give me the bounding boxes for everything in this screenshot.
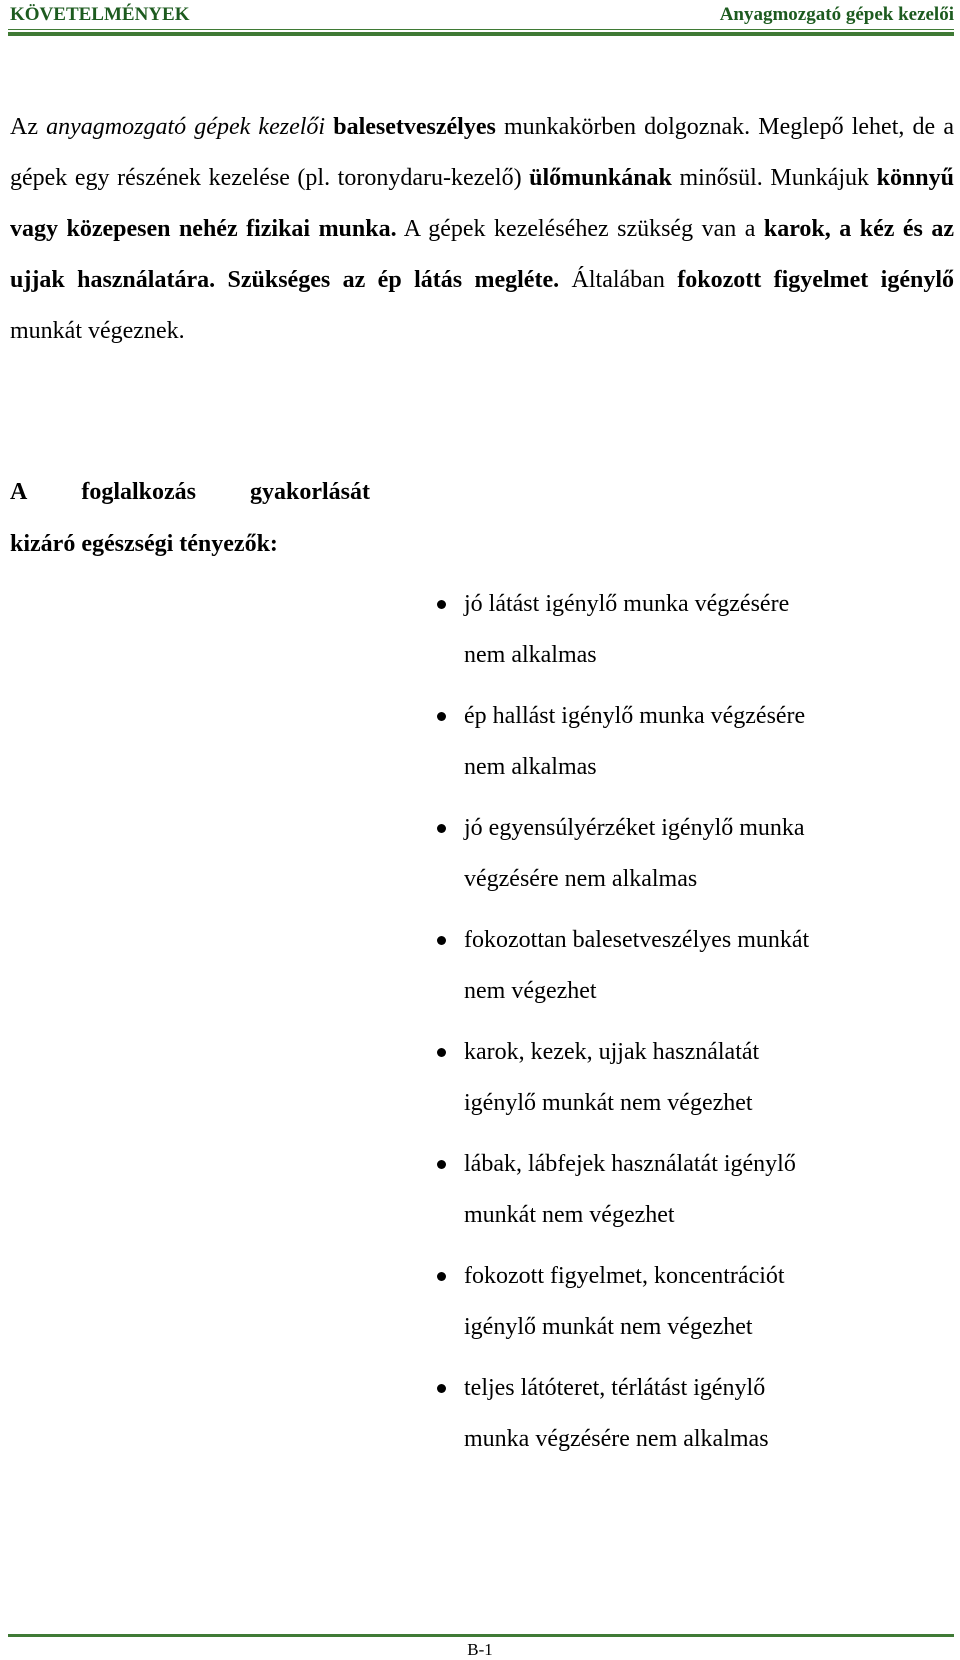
list-item-line-2: nem alkalmas	[464, 642, 597, 668]
bullet-icon	[437, 1384, 446, 1393]
intro-text: munkát végeznek.	[10, 318, 185, 344]
header-rule-thin	[8, 29, 954, 30]
intro-italic-job-title: anyagmozgató gépek kezelői	[46, 114, 326, 140]
exclusion-heading	[10, 466, 370, 570]
intro-bold-seated-work: ülőmunkának	[529, 165, 672, 191]
list-item-line-2: nem végezhet	[464, 978, 597, 1004]
intro-paragraph	[10, 102, 954, 357]
heading-line-2: kizáró egészségi tényezők:	[10, 531, 278, 557]
header-rule-thick	[8, 32, 954, 36]
bullet-icon	[437, 1272, 446, 1281]
bullet-icon	[437, 1048, 446, 1057]
header-document-title: Anyagmozgató gépek kezelői	[719, 4, 954, 25]
heading-word: gyakorlását	[249, 479, 370, 505]
list-item-line-1: ép hallást igénylő munka végzésére	[464, 703, 806, 729]
exclusion-list	[450, 579, 930, 1475]
heading-word: A	[10, 479, 28, 505]
intro-bold-requirements: karok, a kéz és az ujjak használatára. Szükséges az ép látás megléte.	[10, 216, 954, 293]
intro-text: minősül. Munkájuk	[671, 165, 877, 191]
header-section-title: KÖVETELMÉNYEK	[10, 4, 190, 25]
intro-text: Általában	[559, 267, 678, 293]
list-item-line-2: munka végzésére nem alkalmas	[464, 1426, 769, 1452]
list-item-line-2: igénylő munkát nem végezhet	[464, 1314, 753, 1340]
list-item	[450, 579, 930, 691]
bullet-icon	[437, 824, 446, 833]
list-item	[450, 1251, 930, 1363]
list-item	[450, 803, 930, 915]
list-item-line-1: fokozottan balesetveszélyes munkát	[464, 927, 810, 953]
intro-bold-physical-work: könnyű vagy közepesen nehéz fizikai munka.	[10, 165, 954, 242]
bullet-icon	[437, 600, 446, 609]
intro-bold-hazard: balesetveszélyes	[333, 114, 496, 140]
list-item-line-1: jó látást igénylő munka végzésére	[464, 591, 790, 617]
bullet-icon	[437, 936, 446, 945]
list-item-line-1: karok, kezek, ujjak használatát	[464, 1039, 760, 1065]
list-item-line-1: fokozott figyelmet, koncentrációt	[464, 1263, 785, 1289]
page-number: B-1	[467, 1640, 493, 1659]
footer-rule	[8, 1634, 954, 1637]
page-header	[10, 4, 954, 30]
intro-text: munkakörben dolgoznak. Meglepő lehet, de a gépek egy részének kezelése (pl. toronydaru-kezelő)	[10, 114, 955, 191]
intro-text: Az	[10, 114, 47, 140]
intro-bold-attention: fokozott figyelmet igénylő	[677, 267, 954, 293]
list-item-line-2: igénylő munkát nem végezhet	[464, 1090, 753, 1116]
list-item	[450, 691, 930, 803]
list-item	[450, 1027, 930, 1139]
list-item-line-2: munkát nem végezhet	[464, 1202, 675, 1228]
list-item-line-1: teljes látóteret, térlátást igénylő	[464, 1375, 766, 1401]
list-item-line-1: lábak, lábfejek használatát igénylő	[464, 1151, 796, 1177]
intro-space	[325, 114, 333, 140]
list-item	[450, 1139, 930, 1251]
bullet-icon	[437, 712, 446, 721]
list-item	[450, 1363, 930, 1475]
list-item-line-2: nem alkalmas	[464, 754, 597, 780]
intro-text: A gépek kezeléséhez szükség van a	[396, 216, 764, 242]
list-item	[450, 915, 930, 1027]
list-item-line-1: jó egyensúlyérzéket igénylő munka	[464, 815, 805, 841]
list-item-line-2: végzésére nem alkalmas	[464, 866, 698, 892]
heading-word: foglalkozás	[81, 479, 196, 505]
bullet-icon	[437, 1160, 446, 1169]
